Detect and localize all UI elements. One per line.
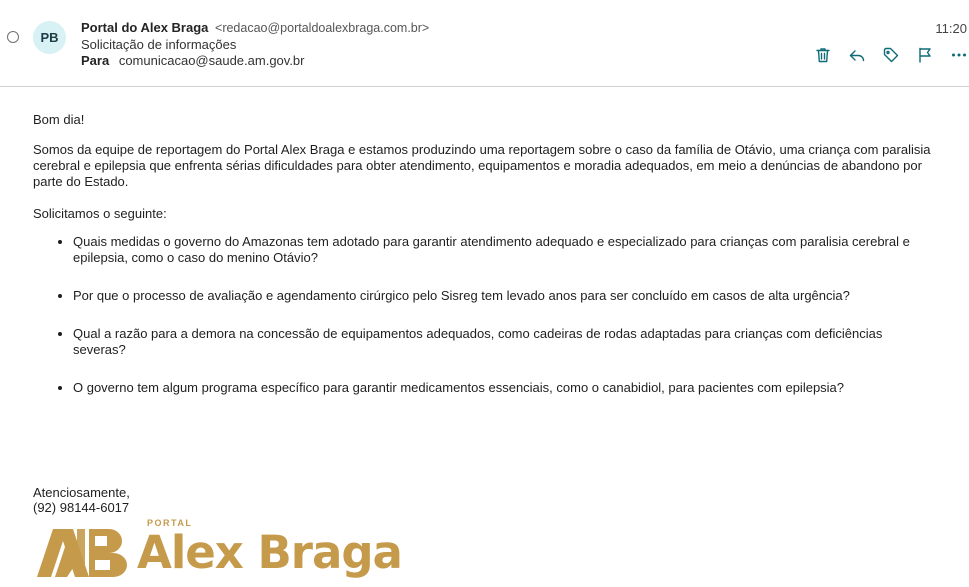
flag-icon — [916, 46, 934, 64]
more-button[interactable] — [948, 44, 969, 66]
list-item: • Por que o processo de avaliação e agendamento cirúrgico pelo Sisreg tem levado anos para ser concluído em casos de alta urgência? — [73, 288, 933, 304]
intro-paragraph: Somos da equipe de reportagem do Portal Alex Braga e estamos produzindo uma reportagem sobre o caso da família de Otávio, uma criança com paralisia cerebral e epilepsia que enfrenta sérias dificuldades para obter atendimento, equipamentos e moradia adequados, em meio a denúncias de abandono por parte do Estado. — [33, 142, 931, 189]
flag-button[interactable] — [914, 44, 936, 66]
to-address[interactable]: comunicacao@saude.am.gov.br — [118, 53, 305, 68]
list-item: • Qual a razão para a demora na concessão de equipamentos adequados, como cadeiras de rodas adaptadas para crianças com deficiências severas? — [73, 326, 933, 358]
signature-closing: Atenciosamente, — [33, 485, 130, 500]
trash-icon — [814, 46, 832, 64]
to-label: Para — [81, 53, 110, 68]
message-actions — [812, 44, 969, 66]
questions-list — [33, 234, 933, 396]
request-paragraph: Solicitamos o seguinte: — [33, 206, 167, 221]
more-icon — [950, 46, 968, 64]
subject: Solicitação de informações — [81, 37, 237, 52]
select-radio[interactable] — [7, 31, 19, 43]
message-body — [33, 112, 933, 396]
reply-button[interactable] — [846, 44, 868, 66]
reply-icon — [848, 46, 866, 64]
portal-logo — [37, 517, 402, 581]
list-item: • O governo tem algum programa específico para garantir medicamentos essenciais, como o canabidiol, para pacientes com epilepsia? — [73, 380, 933, 396]
from-line — [81, 20, 429, 35]
logo-mark-icon — [37, 519, 129, 577]
message-time: 11:20 — [935, 21, 967, 36]
sender-name[interactable]: Portal do Alex Braga — [81, 20, 209, 35]
tag-button[interactable] — [880, 44, 902, 66]
delete-button[interactable] — [812, 44, 834, 66]
sender-email[interactable]: <redacao@portaldoalexbraga.com.br> — [215, 21, 430, 35]
logo-name: Alex Braga — [137, 526, 402, 579]
avatar[interactable]: PB — [33, 21, 66, 54]
tag-icon — [882, 46, 900, 64]
signature — [33, 485, 130, 515]
message-header — [0, 0, 969, 87]
to-line — [81, 53, 305, 68]
logo-small-text: PORTAL — [147, 518, 193, 528]
list-item: • Quais medidas o governo do Amazonas tem adotado para garantir atendimento adequado e especializado para crianças com paralisia cerebral e epilepsia, como o caso do menino Otávio? — [73, 234, 933, 266]
signature-phone: (92) 98144-6017 — [33, 500, 130, 515]
greeting: Bom dia! — [33, 112, 85, 127]
